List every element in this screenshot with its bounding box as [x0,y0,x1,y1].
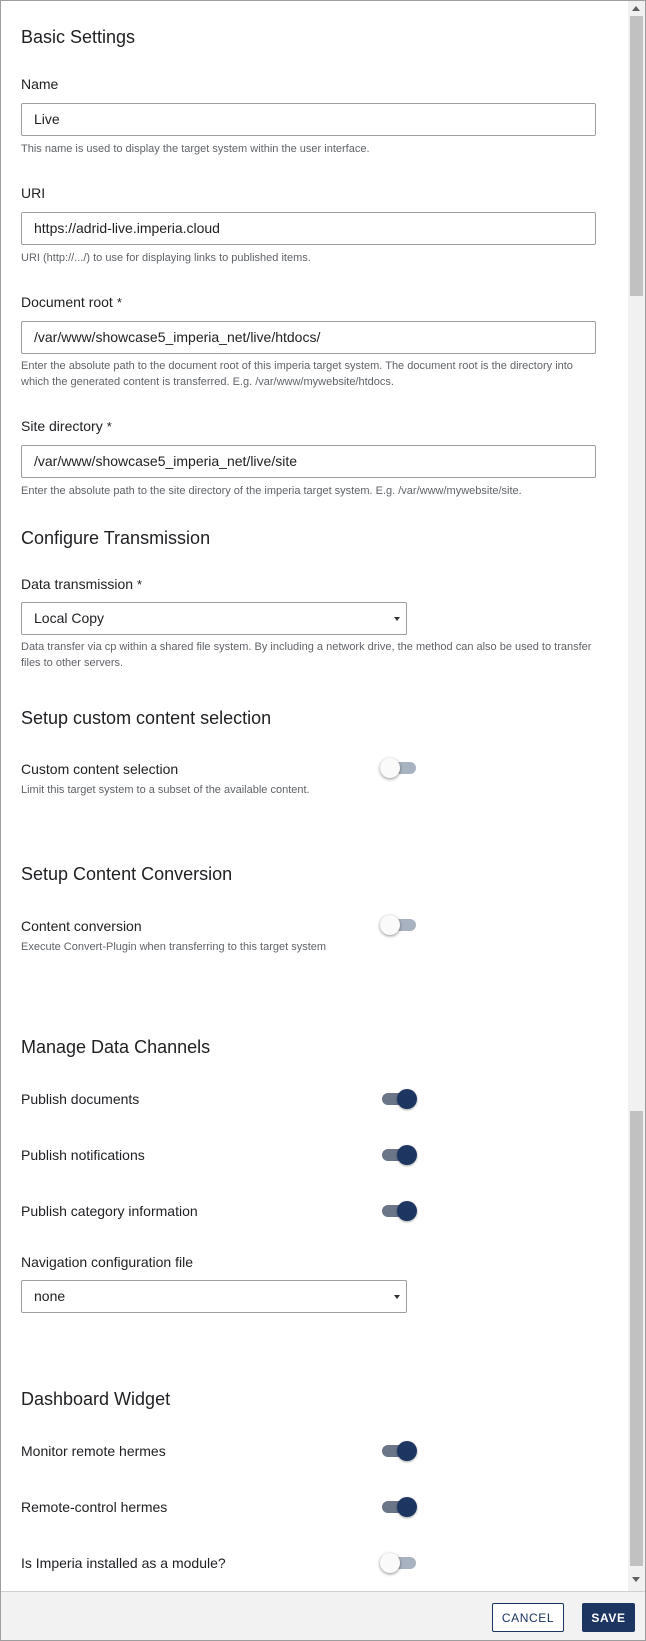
document-root-help: Enter the absolute path to the document root of this imperia target system. The document root is the directory into which the generated content is transferred. E.g. /var/www/mywebsite/htdocs. [21,360,573,388]
scrollbar-thumb[interactable] [630,1111,643,1566]
data-transmission-select[interactable] [21,602,407,635]
publish-notifications-label: Publish notifications [21,1147,145,1163]
toggle-knob [380,1553,400,1573]
content-conversion-heading: Setup Content Conversion [21,864,233,884]
publish-category-toggle[interactable] [380,1199,420,1223]
site-directory-help: Enter the absolute path to the site directory of the imperia target system. E.g. /var/www/mywebsite/site. [21,485,522,497]
toggle-knob [397,1145,417,1165]
module-install-label: Is Imperia installed as a module? [21,1555,226,1571]
content-conversion-toggle[interactable] [380,913,420,937]
site-directory-input[interactable]: /var/www/showcase5_imperia_net/live/site [21,445,596,478]
document-root-label [21,294,122,310]
data-channels-heading: Manage Data Channels [21,1037,211,1057]
transmission-heading: Configure Transmission [21,528,211,548]
publish-category-label: Publish category information [21,1203,198,1219]
publish-documents-toggle[interactable] [380,1087,420,1111]
save-button[interactable]: SAVE [582,1603,635,1632]
content-conversion-label: Content conversion [21,918,142,934]
toggle-knob [380,915,400,935]
required-mark: * [137,577,143,592]
scrollbar-track-segment [630,16,643,296]
cancel-button[interactable]: CANCEL [492,1603,564,1632]
navigation-config-select[interactable] [21,1280,407,1313]
publish-notifications-toggle[interactable] [380,1143,420,1167]
data-transmission-label [21,576,142,592]
site-directory-label [21,418,112,434]
scroll-up-arrow-icon[interactable] [632,6,640,11]
data-transmission-help: Data transfer via cp within a shared file system. By including a network drive, the method can also be used to transfer files to other servers. [21,641,592,669]
data-transmission-label-text: Data transmission [21,576,134,592]
vertical-scrollbar[interactable] [628,1,645,1591]
navigation-config-value: none [34,1288,66,1304]
toggle-knob [380,758,400,778]
required-mark: * [116,295,122,310]
document-root-label-text: Document root [21,294,113,310]
caret-down-icon [394,617,400,621]
name-input[interactable]: Live [21,103,596,136]
site-directory-label-text: Site directory [21,418,103,434]
content-selection-heading: Setup custom content selection [21,708,272,728]
monitor-remote-label: Monitor remote hermes [21,1443,166,1459]
toggle-knob [397,1089,417,1109]
dashboard-heading: Dashboard Widget [21,1389,171,1409]
custom-content-toggle[interactable] [380,756,420,780]
navigation-config-label: Navigation configuration file [21,1254,193,1270]
dialog-footer [1,1591,645,1640]
required-mark: * [106,419,112,434]
data-transmission-value: Local Copy [34,610,105,626]
custom-content-label: Custom content selection [21,761,179,777]
custom-content-help: Limit this target system to a subset of the available content. [21,784,310,796]
remote-control-label: Remote-control hermes [21,1499,168,1515]
uri-help: URI (http://.../) to use for displaying links to published items. [21,252,311,264]
toggle-knob [397,1497,417,1517]
name-help: This name is used to display the target system within the user interface. [21,143,370,155]
publish-documents-label: Publish documents [21,1091,140,1107]
settings-form [1,1,628,1591]
toggle-knob [397,1201,417,1221]
monitor-remote-toggle[interactable] [380,1439,420,1463]
name-label: Name [21,76,59,92]
remote-control-toggle[interactable] [380,1495,420,1519]
content-conversion-help: Execute Convert-Plugin when transferring to this target system [21,941,327,953]
toggle-knob [397,1441,417,1461]
scroll-down-arrow-icon[interactable] [632,1577,640,1582]
document-root-input[interactable]: /var/www/showcase5_imperia_net/live/htdocs/ [21,321,596,354]
basic-settings-heading: Basic Settings [21,27,136,47]
caret-down-icon [394,1295,400,1299]
module-install-toggle[interactable] [380,1551,420,1575]
uri-input[interactable]: https://adrid-live.imperia.cloud [21,212,596,245]
uri-label: URI [21,185,46,201]
